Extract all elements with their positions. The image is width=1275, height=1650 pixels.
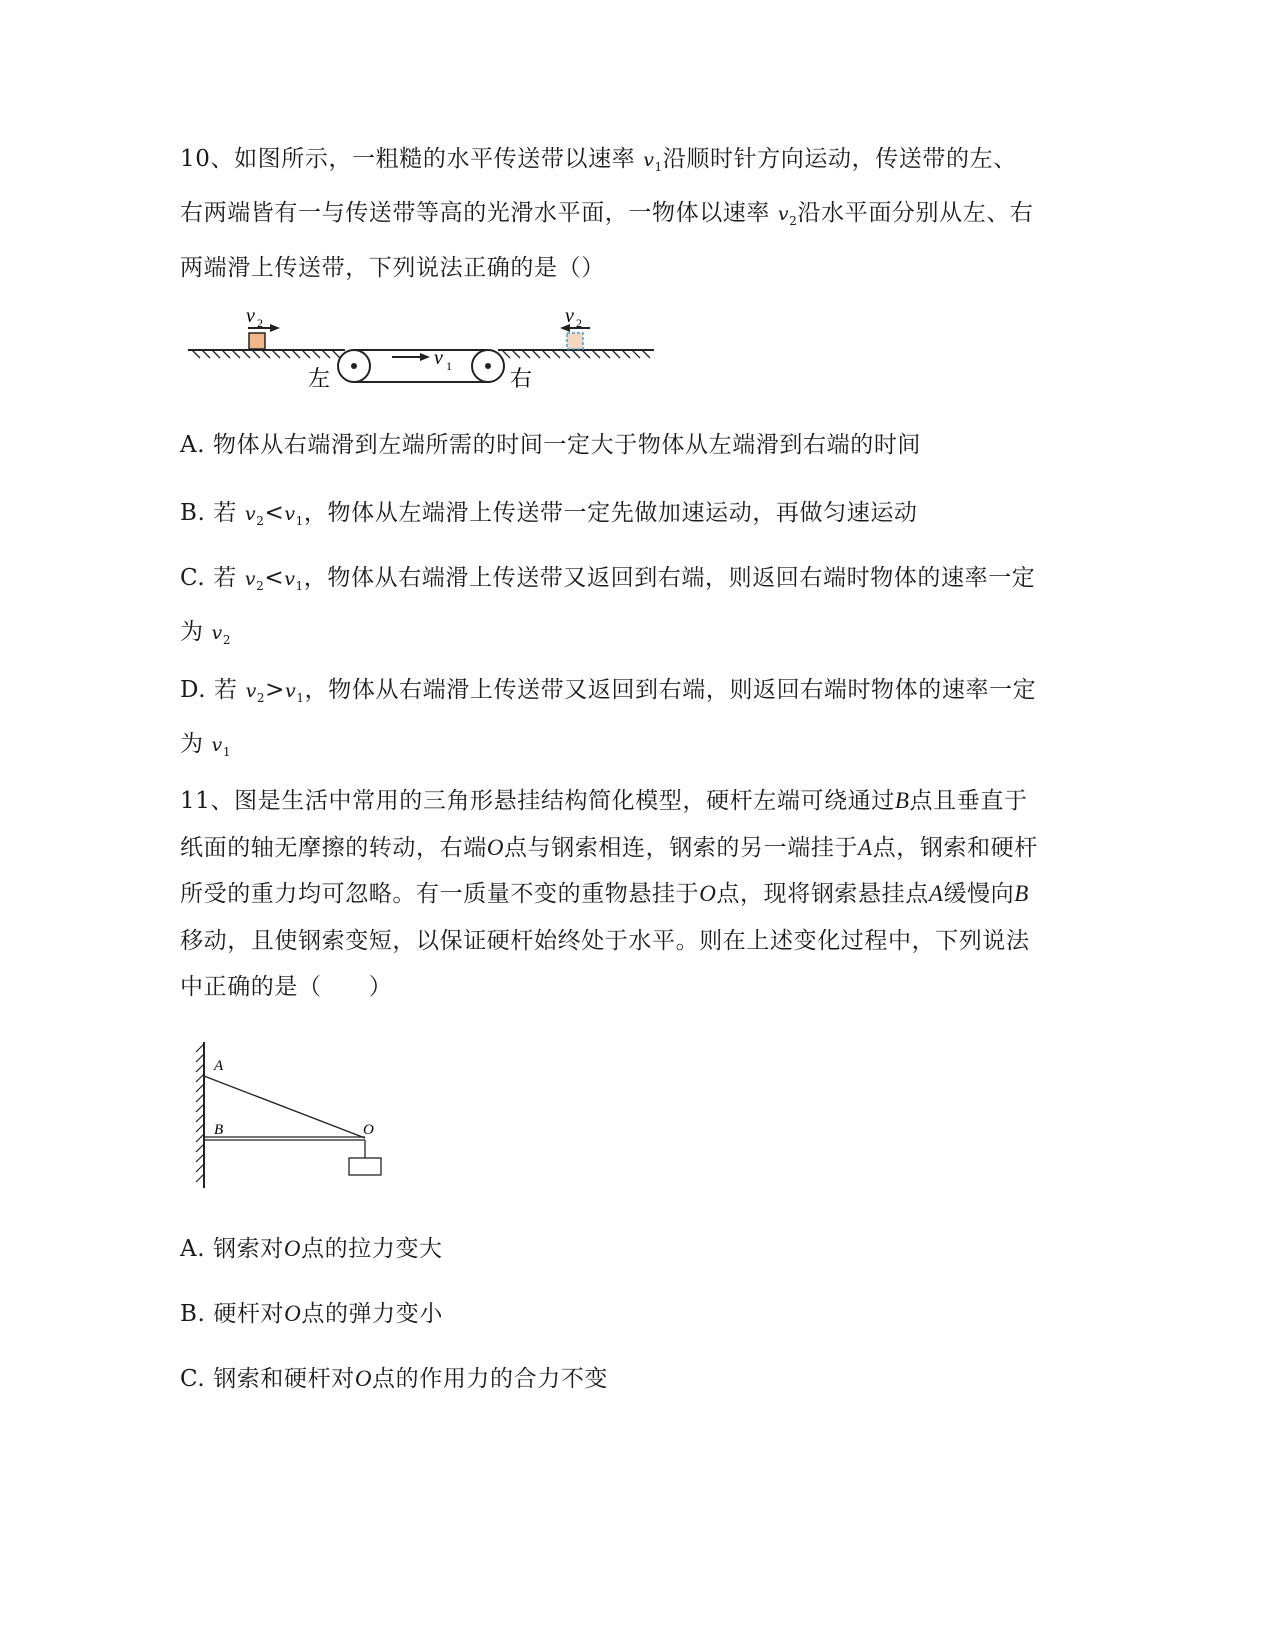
q10-option-a: A. 物体从右端滑到左端所需的时间一定大于物体从左端滑到右端的时间 [180, 432, 922, 458]
point-b-label: B [214, 1122, 224, 1138]
q10-option-c: C. 若 $v_2<v_1$，物体从右端滑上传送带又返回到右端，则返回右端时物体的速率一定 为 $v_2$ [180, 565, 1036, 647]
point-a-label: A [214, 1058, 224, 1074]
left-label: 左 [308, 367, 331, 392]
q10-stem-part1: 如图所示，一粗糙的水平传送带以速率 [234, 146, 636, 172]
left-block-velocity-label: v [246, 305, 255, 327]
q11-stem: 11、图是生活中常用的三角形悬挂结构简化模型，硬杆左端可绕通过B点且垂直于纸面的轴无摩擦的转动，右端O点与钢索相连，钢索的另一端挂于A点，钢索和硬杆所受的重力均可忽略。有一质量不变的重物悬挂于O点，现将钢索悬挂点A缓慢向B移动，且使钢索变短，以保证硬杆始终处于水平。则在上述变化过程中，下列说法中正确的是（ ） [180, 788, 1038, 1000]
svg-text:1: 1 [446, 359, 452, 373]
q10-stem-part2: 沿顺时针方向运动，传送带的左、右两端皆有一与传送带等高的光滑水平面，一物体以速率 [180, 146, 1017, 227]
q10-number: 10、 [180, 146, 235, 172]
q11-option-a: A. 钢索对O点的拉力变大 [180, 1236, 443, 1262]
q11-option-b: B. 硬杆对O点的弹力变小 [180, 1301, 443, 1327]
suspension-figure [180, 1036, 400, 1196]
svg-text:2: 2 [576, 316, 582, 330]
right-label: 右 [510, 367, 533, 392]
q10-stem [180, 136, 1040, 291]
var-v2: $v_2$ [777, 203, 798, 229]
left-ground-hatching [192, 350, 340, 358]
hanging-weight [349, 1158, 381, 1175]
var-v1: $v_1$ [643, 149, 663, 174]
q11-option-c: C. 钢索和硬杆对O点的作用力的合力不变 [180, 1366, 609, 1392]
wall-hatching [196, 1044, 204, 1182]
svg-text:2: 2 [257, 316, 263, 330]
right-block-velocity-label: v [565, 305, 574, 327]
right-block [567, 333, 583, 349]
right-ground-hatching [502, 350, 650, 358]
left-block [249, 333, 265, 349]
q10-stem-part3: 沿水平面分别从左、右两端滑上传送带，下列说法正确的是（） [180, 200, 1034, 281]
point-o-label: O [363, 1122, 374, 1138]
steel-cable [204, 1076, 365, 1138]
conveyor-belt-figure [180, 300, 660, 400]
belt-velocity-label: v [434, 347, 443, 369]
q10-option-d: D. 若 $v_2>v_1$，物体从右端滑上传送带又返回到右端，则返回右端时物体的速率一定 为 $v_1$ [180, 677, 1037, 759]
q10-option-b: B. 若 $v_2<v_1$，物体从左端滑上传送带一定先做加速运动，再做匀速运动 [180, 500, 918, 528]
